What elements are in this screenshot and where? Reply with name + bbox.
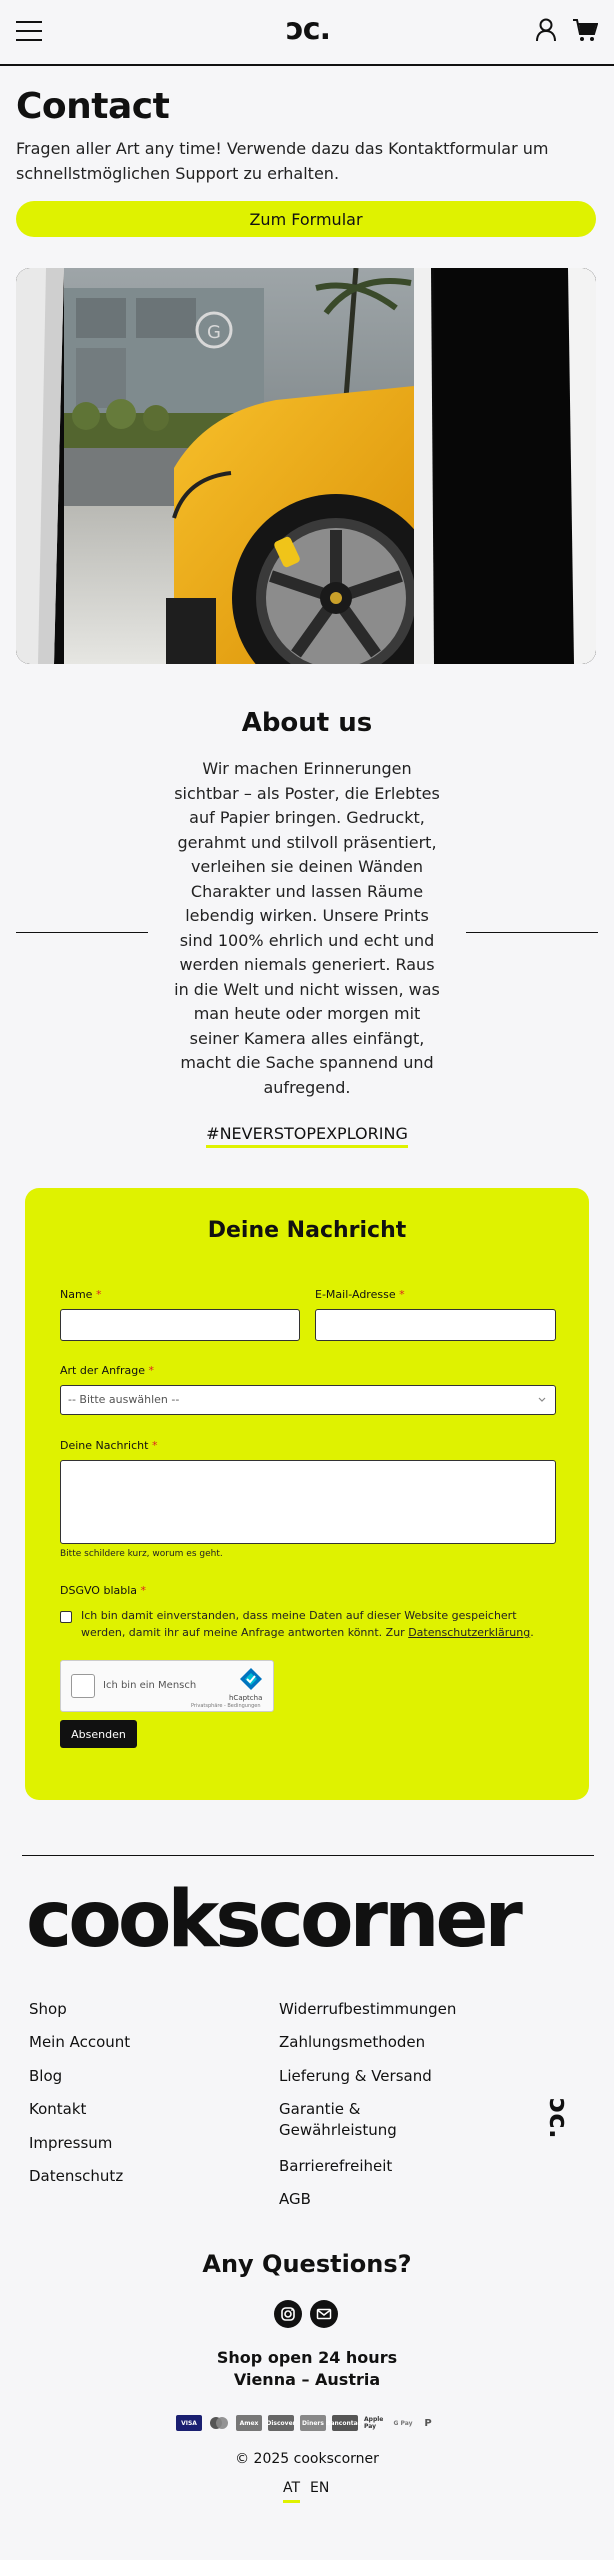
footer-link-shop[interactable]: Shop: [29, 2000, 67, 2018]
site-header: [0, 0, 614, 66]
footer-link-terms[interactable]: AGB: [279, 2190, 311, 2208]
message-textarea[interactable]: [60, 1460, 556, 1544]
garage-logo-text: G: [207, 322, 221, 343]
submit-button[interactable]: Absenden: [60, 1720, 137, 1748]
shop-info: [0, 2347, 614, 2391]
google-pay-icon: G Pay: [393, 2419, 413, 2427]
form-title: Deine Nachricht: [207, 1218, 407, 1243]
email-input[interactable]: [315, 1309, 556, 1341]
footer-brand-wordmark: cookscorner: [26, 1875, 519, 1965]
hcaptcha-logo-icon: [237, 1666, 265, 1692]
captcha-label: Ich bin ein Mensch: [103, 1680, 197, 1691]
hamburger-menu-icon[interactable]: [16, 20, 42, 42]
name-label: Name *: [60, 1288, 102, 1301]
visa-icon: VISA: [176, 2415, 202, 2431]
email-label: E-Mail-Adresse *: [315, 1288, 405, 1301]
shop-hours: Shop open 24 hours: [216, 2348, 398, 2367]
shop-location: Vienna – Austria: [233, 2370, 381, 2389]
language-en[interactable]: EN: [310, 2480, 330, 2496]
footer-link-warranty[interactable]: Garantie & Gewährleistung: [279, 2100, 397, 2139]
footer-divider: [22, 1855, 594, 1856]
footer-link-payment[interactable]: Zahlungsmethoden: [279, 2033, 426, 2051]
footer-link-imprint[interactable]: Impressum: [29, 2134, 113, 2152]
captcha-widget: [60, 1660, 274, 1712]
mastercard-icon: [208, 2415, 230, 2431]
car-photo: [16, 268, 596, 664]
footer-link-accessibility[interactable]: Barrierefreiheit: [279, 2157, 393, 2175]
page-title: Contact: [16, 86, 170, 127]
about-divider-left: [16, 932, 148, 933]
footer-link-withdrawal[interactable]: Widerrufbestimmungen: [279, 2000, 457, 2018]
footer-link-contact[interactable]: Kontakt: [29, 2100, 87, 2118]
privacy-policy-link[interactable]: Datenschutzerklärung: [408, 1626, 531, 1639]
message-label: Deine Nachricht *: [60, 1439, 158, 1452]
request-type-value: -- Bitte auswählen --: [68, 1393, 180, 1406]
footer-logo-mark: ɔc.: [543, 2098, 573, 2139]
hero-image: [16, 268, 596, 664]
about-divider-right: [466, 932, 598, 933]
discover-icon: Discover: [268, 2415, 294, 2431]
gdpr-label: DSGVO blabla *: [60, 1584, 147, 1597]
copyright: © 2025 cookscorner: [235, 2451, 379, 2467]
hashtag: #NEVERSTOPEXPLORING: [0, 1124, 614, 1143]
about-text: Wir machen Erinnerungen sichtbar – als Poster, die Erlebtes auf Papier bringen. Gedruckt, gerahmt und stilvoll präsentiert, verleihen sie deinen Wänden Charakter und lassen Räume lebendig wirken. Unsere Prints sind 100% ehrlich und echt und werden niemals generiert. Raus in die Welt und nicht wissen, was man heute oder morgen mit seiner Kamera alles einfängt, macht die Sache spannend und aufregend.: [174, 759, 440, 1097]
to-form-button[interactable]: Zum Formular: [16, 201, 596, 237]
questions-title: Any Questions?: [202, 2250, 412, 2278]
consent-checkbox[interactable]: [60, 1611, 72, 1623]
footer-link-privacy[interactable]: Datenschutz: [29, 2167, 124, 2185]
apple-pay-icon: Apple Pay: [364, 2416, 384, 2430]
footer-link-blog[interactable]: Blog: [29, 2067, 63, 2085]
paypal-icon: P: [424, 2417, 432, 2429]
captcha-terms-link[interactable]: Privatsphäre - Bedingungen: [191, 1703, 261, 1709]
name-input[interactable]: [60, 1309, 300, 1341]
about-title: About us: [241, 708, 373, 738]
mail-icon[interactable]: [310, 2300, 338, 2328]
amex-icon: Amex: [236, 2415, 262, 2431]
contact-intro: Fragen aller Art any time! Verwende dazu das Kontaktformular um schnellstmöglichen Support zu erhalten.: [16, 139, 549, 183]
captcha-brand: hCaptcha: [229, 1694, 263, 1702]
footer-link-account[interactable]: Mein Account: [29, 2033, 131, 2051]
instagram-icon[interactable]: [274, 2300, 302, 2328]
user-icon[interactable]: [535, 18, 557, 42]
shopping-cart-icon[interactable]: [572, 18, 598, 42]
captcha-checkbox[interactable]: [71, 1674, 95, 1698]
diners-icon: Diners: [300, 2415, 326, 2431]
consent-text: Ich bin damit einverstanden, dass meine Daten auf dieser Website gespeichert werden, damit ihr auf meine Anfrage antworten könnt. Zur Datenschutzerklärung.: [81, 1609, 534, 1639]
footer-link-shipping[interactable]: Lieferung & Versand: [279, 2067, 432, 2085]
message-hint: Bitte schildere kurz, worum es geht.: [60, 1549, 223, 1559]
chevron-down-icon: [538, 1397, 546, 1403]
request-type-label: Art der Anfrage *: [60, 1364, 155, 1377]
bancontact-icon: Bancontact: [332, 2415, 358, 2431]
site-logo[interactable]: ɔc.: [286, 12, 330, 47]
language-at[interactable]: AT: [283, 2480, 300, 2503]
